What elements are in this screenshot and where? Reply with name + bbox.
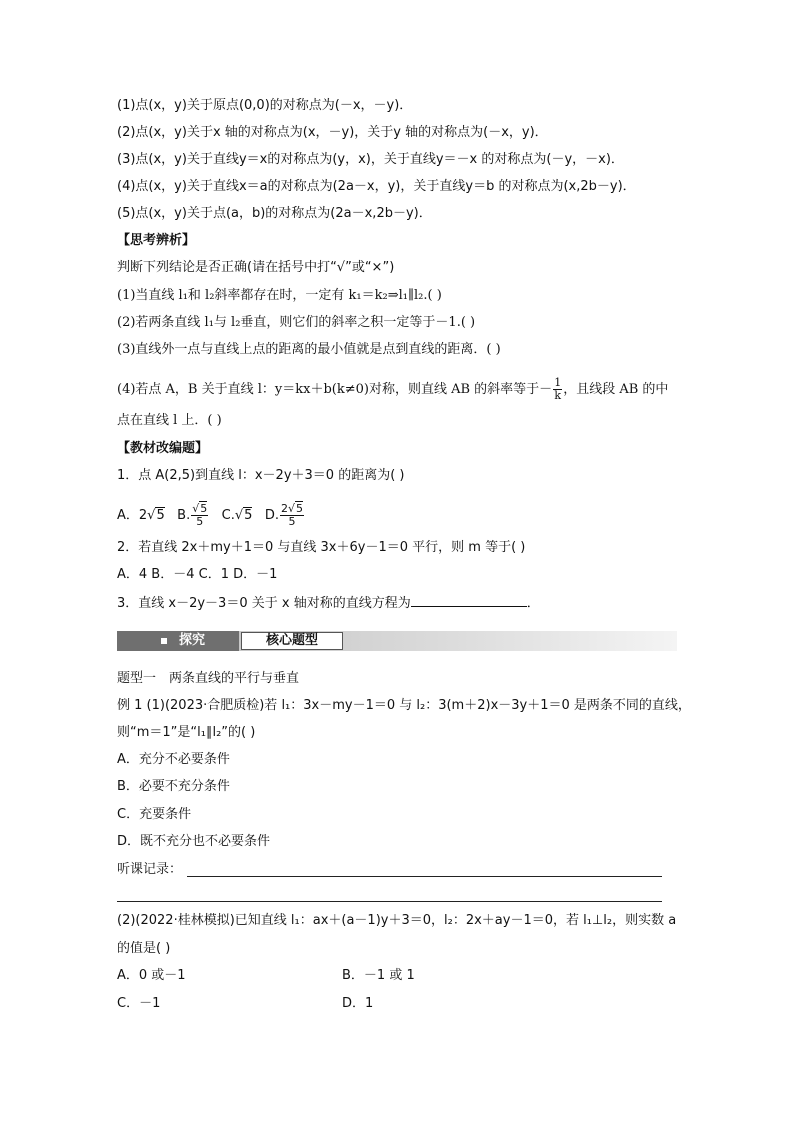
q1-option-b-radicand: 5 bbox=[200, 502, 208, 515]
q1-option-d-denominator: 5 bbox=[288, 515, 296, 528]
q1-option-a-radicand: 5 bbox=[156, 508, 165, 523]
fraction-1-over-k bbox=[553, 377, 562, 402]
q1-option-d-coefficient: 2 bbox=[281, 502, 288, 515]
fraction-numerator: 1 bbox=[554, 376, 562, 389]
textbook-q3-end: ． bbox=[526, 596, 540, 611]
symmetry-line-3: (3)点(x，y)关于直线y＝x的对称点为(y，x)，关于直线y＝－x 的对称点为(－y，－x)． bbox=[117, 152, 624, 167]
think-item-4-text-b: ，且线段 AB 的中 bbox=[563, 382, 669, 397]
sqrt-icon: √ bbox=[288, 502, 296, 515]
example-2-option-a: A．0 或－1 bbox=[117, 968, 186, 983]
notes-label: 听课记录： bbox=[117, 862, 183, 877]
symmetry-line-2: (2)点(x，y)关于x 轴的对称点为(x，－y)，关于y 轴的对称点为(－x，y)． bbox=[117, 125, 548, 140]
symmetry-line-1: (1)点(x，y)关于原点(0,0)的对称点为(－x，－y)． bbox=[117, 98, 413, 113]
banner-title-box bbox=[241, 632, 343, 650]
think-item-2: (2)若两条直线 l₁与 l₂垂直，则它们的斜率之积一定等于－1.( ) bbox=[117, 315, 476, 330]
q1-option-a-label: A．2 bbox=[117, 508, 148, 523]
textbook-q3 bbox=[117, 594, 540, 613]
example-2-line-1: (2)(2022·桂林模拟)已知直线 l₁：ax＋(a－1)y＋3＝0，l₂：2x＋ay－1＝0，若 l₁⊥l₂，则实数 a bbox=[117, 913, 677, 928]
banner-dark-block bbox=[117, 631, 239, 651]
q1-option-d bbox=[264, 502, 305, 528]
q1-option-d-radicand: 5 bbox=[296, 502, 304, 515]
example-1-line-2: 则“m＝1”是“l₁∥l₂”的( ) bbox=[117, 725, 256, 740]
q1-option-b-label: B. bbox=[177, 508, 191, 523]
answer-blank[interactable] bbox=[411, 594, 527, 607]
notes-line-2[interactable] bbox=[117, 901, 662, 902]
banner-explore-label: 探究 bbox=[179, 633, 206, 648]
example-2-option-b: B．－1 或 1 bbox=[342, 968, 415, 983]
q1-option-d-fraction bbox=[280, 503, 304, 528]
q1-option-b-fraction bbox=[191, 503, 208, 528]
textbook-q3-text: 3．直线 x－2y－3＝0 关于 x 轴对称的直线方程为 bbox=[117, 596, 411, 611]
q1-option-c-label: C. bbox=[221, 508, 235, 523]
example-1-option-c: C．充要条件 bbox=[117, 807, 192, 822]
q1-option-b-denominator: 5 bbox=[196, 515, 204, 528]
textbook-heading: 【教材改编题】 bbox=[117, 441, 209, 456]
textbook-q2: 2．若直线 2x＋my＋1＝0 与直线 3x＋6y－1＝0 平行，则 m 等于( ) bbox=[117, 540, 526, 555]
textbook-q1-options bbox=[117, 503, 305, 528]
think-item-3: (3)直线外一点与直线上点的距离的最小值就是点到直线的距离．( ) bbox=[117, 342, 501, 357]
q1-option-a bbox=[117, 507, 165, 523]
example-1-option-b: B．必要不充分条件 bbox=[117, 779, 230, 794]
example-1-option-d: D．既不充分也不必要条件 bbox=[117, 834, 271, 849]
q1-option-b bbox=[177, 502, 209, 528]
symmetry-line-4: (4)点(x，y)关于直线x＝a的对称点为(2a－x，y)，关于直线y＝b 的对称点为(x,2b－y)． bbox=[117, 179, 636, 194]
q1-option-c bbox=[222, 507, 253, 523]
think-item-1: (1)当直线 l₁和 l₂斜率都存在时，一定有 k₁＝k₂⇒l₁∥l₂.( ) bbox=[117, 288, 442, 303]
example-2-option-c: C．－1 bbox=[117, 996, 161, 1011]
think-item-4-text-a: (4)若点 A，B 关于直线 l：y＝kx＋b(k≠0)对称，则直线 AB 的斜率等于－ bbox=[117, 382, 553, 397]
example-1-option-a: A．充分不必要条件 bbox=[117, 752, 230, 767]
example-2-option-d: D．1 bbox=[342, 996, 374, 1011]
banner-title: 核心题型 bbox=[265, 633, 318, 648]
q1-option-d-label: D. bbox=[264, 508, 279, 523]
banner-square-icon bbox=[161, 638, 167, 644]
sqrt-icon: √ bbox=[192, 502, 200, 515]
example-1-line-1: 例 1 (1)(2023·合肥质检)若 l₁：3x－my－1＝0 与 l₂：3(m＋2)x－3y＋1＝0 是两条不同的直线， bbox=[117, 698, 691, 713]
fraction-denominator: k bbox=[554, 389, 562, 402]
think-heading: 【思考辨析】 bbox=[117, 233, 196, 248]
textbook-q2-options: A．4 B．－4 C．1 D．－1 bbox=[117, 567, 278, 582]
symmetry-line-5: (5)点(x，y)关于点(a，b)的对称点为(2a－x,2b－y)． bbox=[117, 206, 432, 221]
sqrt-icon: √ bbox=[234, 508, 244, 523]
sqrt-icon: √ bbox=[147, 508, 156, 523]
think-item-4 bbox=[117, 377, 668, 402]
textbook-q1: 1．点 A(2,5)到直线 l：x－2y＋3＝0 的距离为( ) bbox=[117, 468, 405, 483]
q1-option-c-radicand: 5 bbox=[244, 508, 253, 523]
example-2-line-2: 的值是( ) bbox=[117, 941, 171, 956]
topic-title: 题型一 两条直线的平行与垂直 bbox=[117, 671, 300, 686]
notes-line-1[interactable] bbox=[187, 876, 662, 877]
think-item-4-cont: 点在直线 l 上．( ) bbox=[117, 413, 222, 428]
section-banner bbox=[117, 631, 677, 651]
think-instruction: 判断下列结论是否正确(请在括号中打“√”或“×”) bbox=[117, 260, 395, 275]
